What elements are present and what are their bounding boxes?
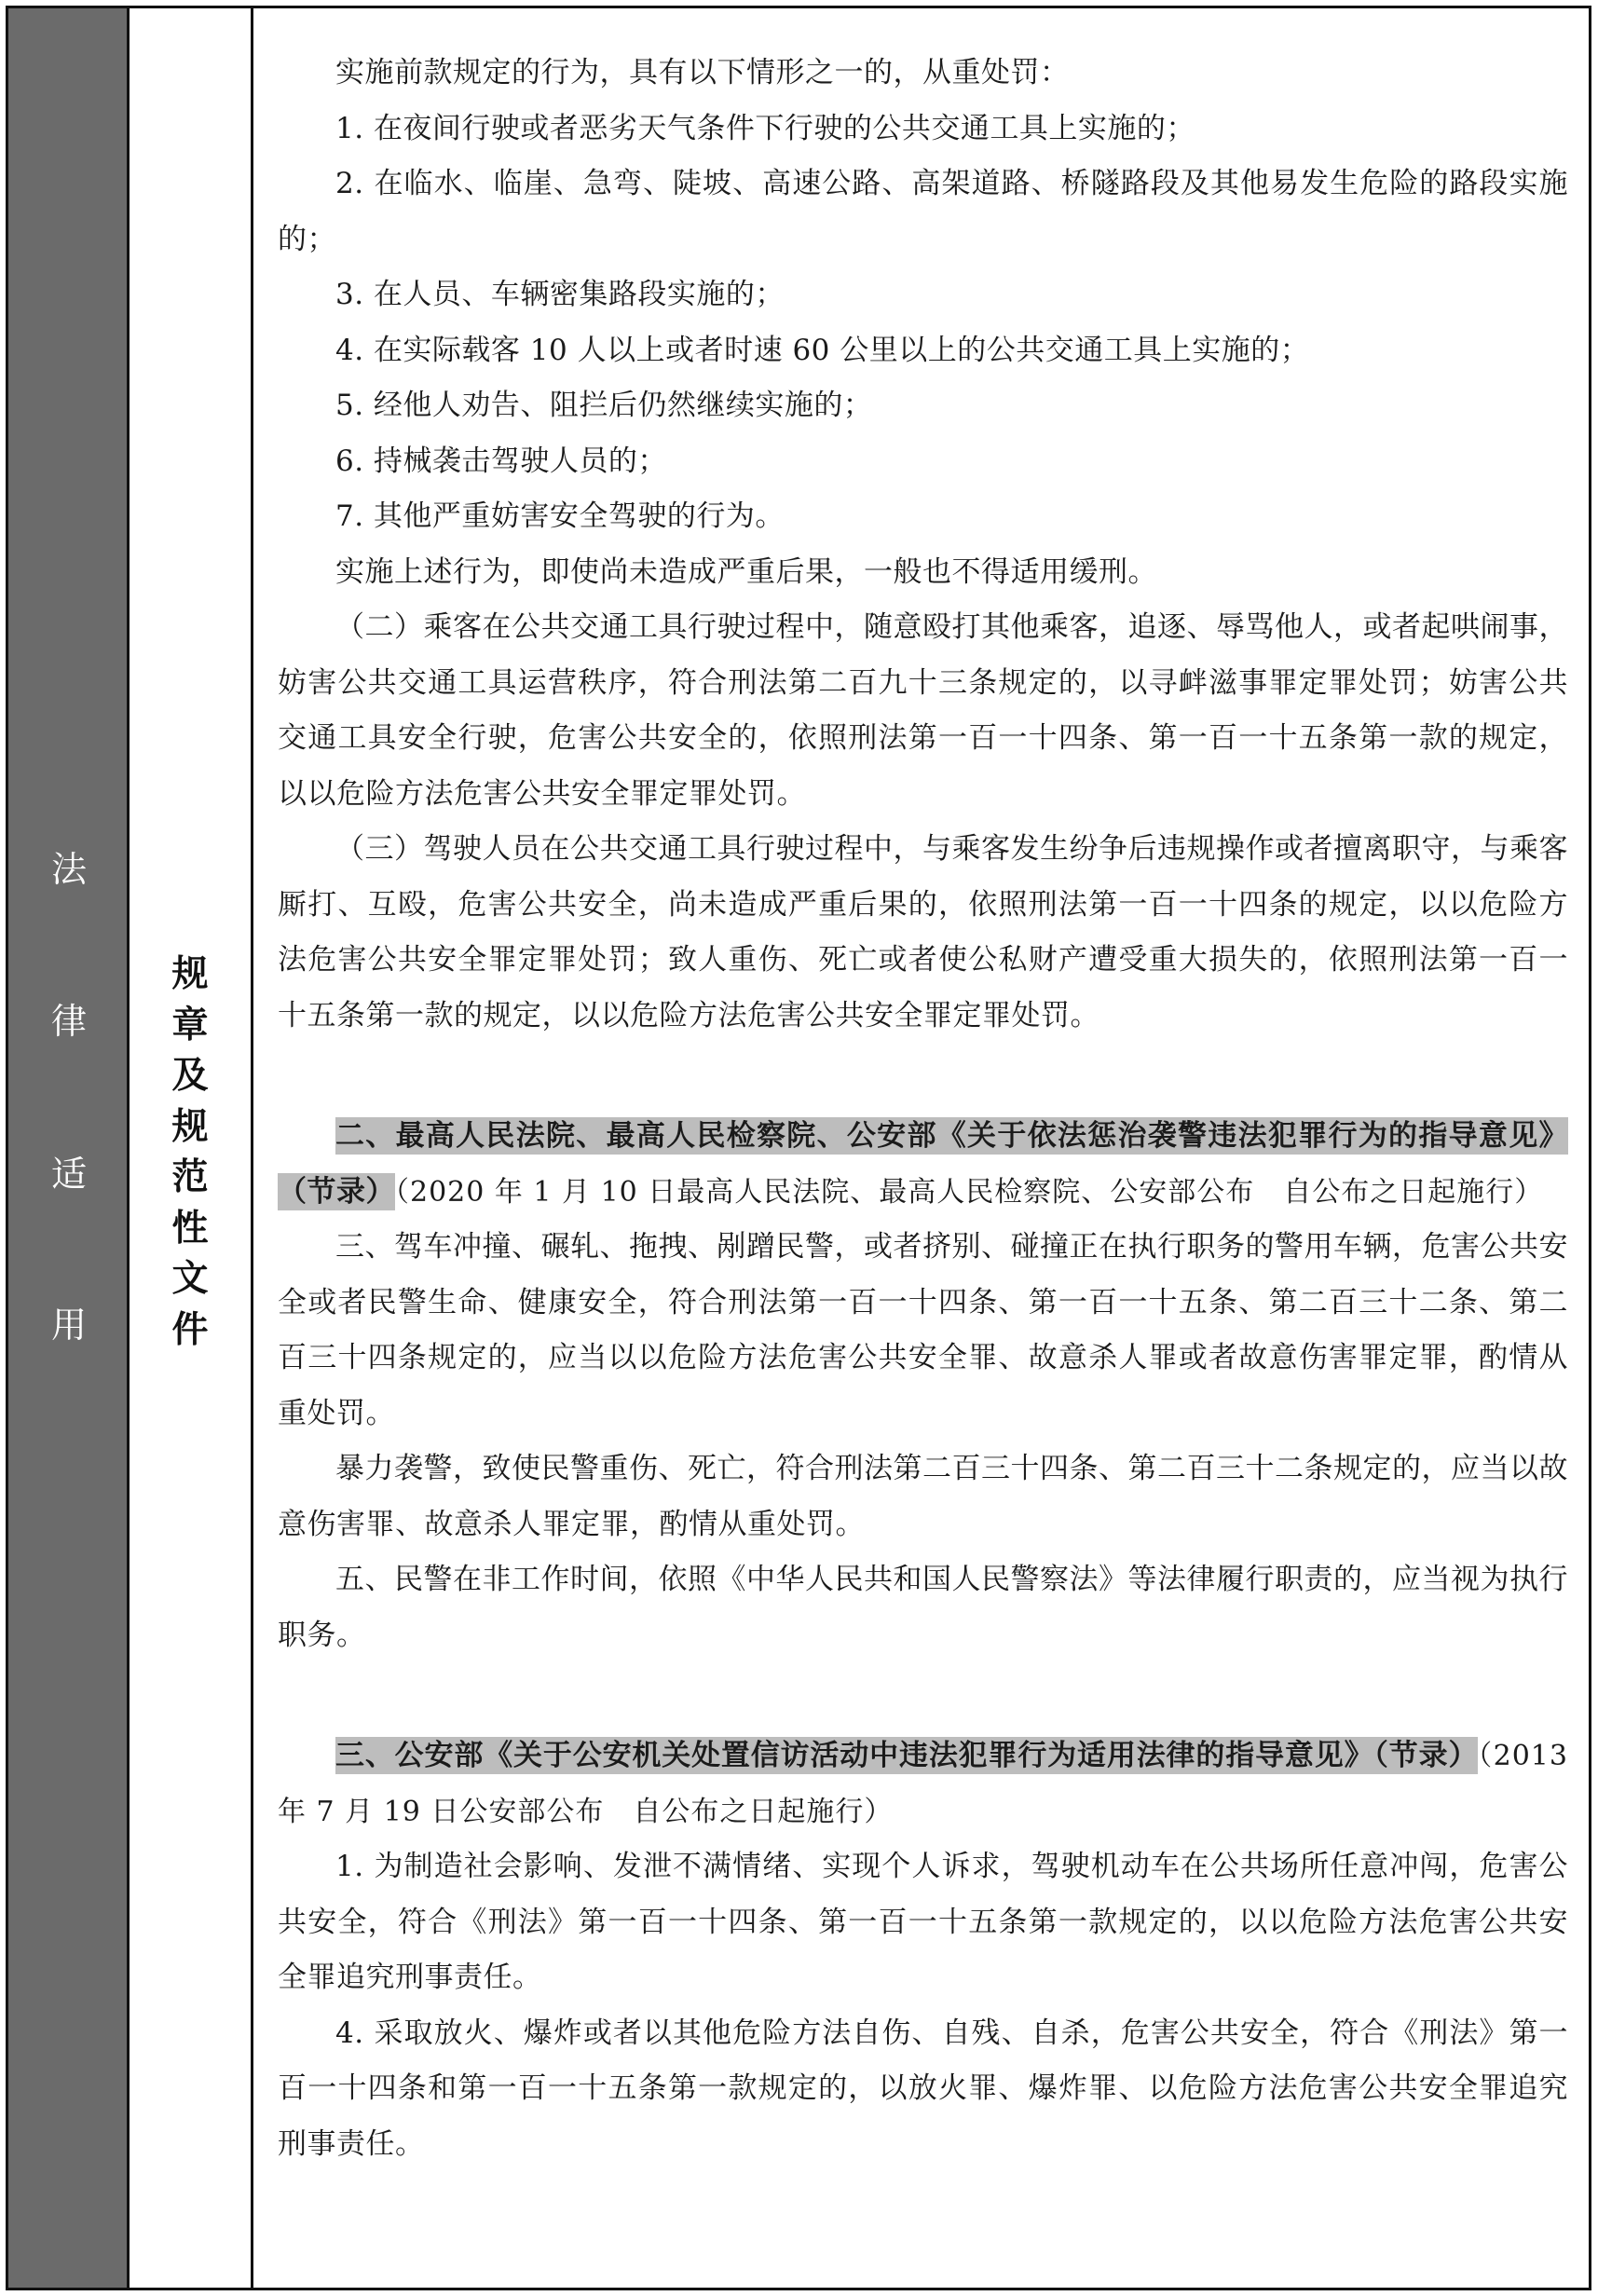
- paragraph: 实施前款规定的行为，具有以下情形之一的，从重处罚：: [335, 56, 1070, 89]
- subcategory-char: 性: [171, 1207, 209, 1250]
- paragraph: 三、驾车冲撞、碾轧、拖拽、剐蹭民警，或者挤别、碰撞正在执行职务的警用车辆，危害公共安全或者民警生命、健康安全，符合刑法第一百一十四条、第一百一十五条、第二百三十二条、第二百三十四条规定的，应当以以危险方法危害公共安全罪、故意杀人罪或者故意伤害罪定罪，酌情从重处罚。: [278, 1230, 1568, 1430]
- paragraph: 实施上述行为，即使尚未造成严重后果，一般也不得适用缓刑。: [335, 554, 1157, 589]
- category-column: [8, 8, 130, 2288]
- content-cell: [253, 8, 1589, 2288]
- subcategory-char: 文: [171, 1258, 209, 1300]
- paragraph: 五、民警在非工作时间，依照《中华人民共和国人民警察法》等法律履行职责的，应当视为执行职务。: [278, 1563, 1568, 1652]
- category-char: 用: [50, 1305, 87, 1346]
- subcategory-char: 件: [171, 1308, 209, 1351]
- section-heading-text: 三、公安部《关于公安机关处置信访活动中违法犯罪行为适用法律的指导意见》（节录）: [335, 1739, 1479, 1772]
- section-heading: [278, 1729, 1568, 1839]
- paragraph: 1. 为制造社会影响、发泄不满情绪、实现个人诉求，驾驶机动车在公共场所任意冲闯，危害公共安全，符合《刑法》第一百一十四条、第一百一十五条第一款规定的，以以危险方法危害公共安全罪追究刑事责任。: [278, 1850, 1568, 1994]
- paragraph: 暴力袭警，致使民警重伤、死亡，符合刑法第二百三十四条、第二百三十二条规定的，应当以故意伤害罪、故意杀人罪定罪，酌情从重处罚。: [278, 1452, 1568, 1541]
- paragraph: 4. 采取放火、爆炸或者以其他危险方法自伤、自残、自杀，危害公共安全，符合《刑法》第一百一十四条和第一百一十五条第一款规定的，以放火罪、爆炸罪、以危险方法危害公共安全罪追究刑事责任。: [278, 2016, 1568, 2161]
- subcategory-title: [130, 950, 251, 1356]
- subcategory-char: 范: [171, 1156, 209, 1198]
- list-item: 7. 其他严重妨害安全驾驶的行为。: [335, 499, 785, 533]
- category-char: 律: [50, 1001, 87, 1042]
- document-table: [6, 6, 1591, 2290]
- list-item: 2. 在临水、临崖、急弯、陡坡、高速公路、高架道路、桥隧路段及其他易发生危险的路段实施的；: [278, 167, 1568, 256]
- subcategory-column: [130, 8, 253, 2288]
- section-heading-text: 二、最高人民法院、最高人民检察院、公安部《关于依法惩治袭警违法犯罪行为的指导意见》（节录）: [278, 1119, 1568, 1209]
- list-item: 6. 持械袭击驾驶人员的；: [335, 444, 667, 478]
- subcategory-char: 规: [171, 1105, 209, 1148]
- subcategory-char: 章: [171, 1004, 209, 1046]
- section-source: （2013 年 7 月 19 日公安部公布 自公布之日起施行）: [278, 1740, 1568, 1828]
- list-item: 4. 在实际载客 10 人以上或者时速 60 公里以上的公共交通工具上实施的；: [335, 333, 1310, 367]
- category-char: 适: [50, 1154, 87, 1195]
- paragraph: （二）乘客在公共交通工具行驶过程中，随意殴打其他乘客，追逐、辱骂他人，或者起哄闹事，妨害公共交通工具运营秩序，符合刑法第二百九十三条规定的，以寻衅滋事罪定罪处罚；妨害公共交通工具安全行驶，危害公共安全的，依照刑法第一百一十四条、第一百一十五条第一款的规定，以以危险方法危害公共安全罪定罪处罚。: [278, 610, 1568, 811]
- paragraph: （三）驾驶人员在公共交通工具行驶过程中，与乘客发生纷争后违规操作或者擅离职守，与乘客厮打、互殴，危害公共安全，尚未造成严重后果的，依照刑法第一百一十四条的规定，以以危险方法危害公共安全罪定罪处罚；致人重伤、死亡或者使公私财产遭受重大损失的，依照刑法第一百一十五条第一款的规定，以以危险方法危害公共安全罪定罪处罚。: [278, 832, 1568, 1032]
- list-item: 3. 在人员、车辆密集路段实施的；: [335, 278, 785, 311]
- subcategory-char: 及: [171, 1055, 209, 1097]
- section-source: （2020 年 1 月 10 日最高人民法院、最高人民检察院、公安部公布 自公布之日起施行）: [395, 1175, 1544, 1209]
- section-heading: [278, 1109, 1568, 1220]
- category-char: 法: [50, 849, 87, 890]
- list-item: 5. 经他人劝告、阻拦后仍然继续实施的；: [335, 389, 873, 422]
- subcategory-char: 规: [171, 953, 209, 995]
- list-item: 1. 在夜间行驶或者恶劣天气条件下行驶的公共交通工具上实施的；: [335, 111, 1195, 145]
